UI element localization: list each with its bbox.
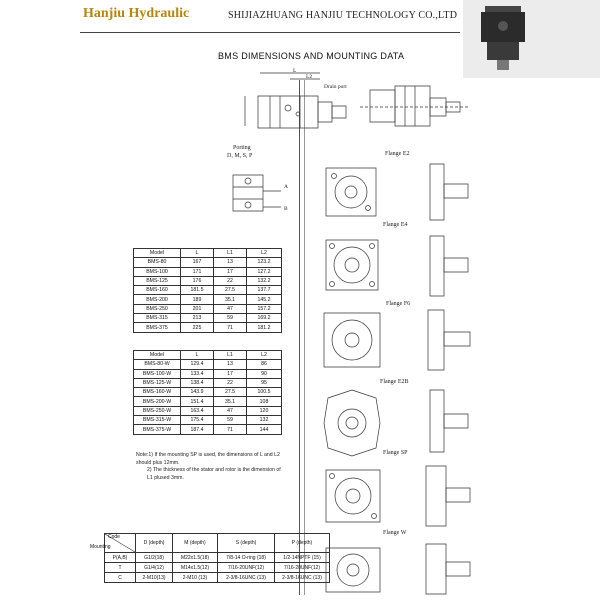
cell-l1: 59 [214, 314, 247, 323]
column-divider-left [299, 80, 300, 595]
cell-l2: 181.2 [247, 323, 282, 332]
cell-model: BMS-315-W [134, 416, 181, 425]
cell-mounting: P(A,B) [105, 553, 136, 563]
table-row [105, 563, 330, 573]
table-row [134, 286, 282, 295]
column-header: L2 [247, 249, 282, 258]
cell-model: BMS-100-W [134, 369, 181, 378]
product-photo [463, 0, 600, 78]
cell-model: BMS-80 [134, 258, 181, 267]
table-header-row [134, 249, 282, 258]
cell-mounting: T [105, 563, 136, 573]
cell-l: 201 [181, 304, 214, 313]
cell-model: BMS-100 [134, 267, 181, 276]
flange-side-views [410, 158, 490, 598]
cell-model: BMS-160-W [134, 388, 181, 397]
cell-l: 176 [181, 276, 214, 285]
cell-l: 133.4 [181, 369, 214, 378]
cell-l1: 47 [214, 406, 247, 415]
table-row [134, 267, 282, 276]
cell-p: 1/2-14NPTF (15) [275, 553, 330, 563]
cell-model: BMS-315 [134, 314, 181, 323]
cell-s: 7/16-20UNF(12) [218, 563, 275, 573]
cell-l2: 86 [247, 360, 282, 369]
flange-label-e2: Flange E2 [385, 151, 410, 157]
table-header-row [105, 534, 330, 553]
table-row [134, 388, 282, 397]
cell-l1: 22 [214, 378, 247, 387]
flange-label-e4: Flange E4 [383, 222, 408, 228]
cell-p: 2-3/8-16UNC (13) [275, 573, 330, 583]
column-header: D (depth) [136, 534, 173, 553]
cell-l: 171 [181, 267, 214, 276]
table-row [134, 258, 282, 267]
cell-l: 181.5 [181, 286, 214, 295]
cell-model: BMS-125 [134, 276, 181, 285]
column-header: L1 [214, 351, 247, 360]
cell-l2: 100.5 [247, 388, 282, 397]
table-row [134, 295, 282, 304]
dimensions-table [133, 248, 282, 333]
cell-s: 7/8-14 O-ring (18) [218, 553, 275, 563]
cell-l1: 17 [214, 267, 247, 276]
corner-code-label: Code [108, 534, 120, 540]
cell-l1: 35.1 [214, 295, 247, 304]
cell-model: BMS-250 [134, 304, 181, 313]
table-row [134, 323, 282, 332]
table-row [134, 416, 282, 425]
porting-title: Porting [233, 145, 251, 151]
cell-l2: 108 [247, 397, 282, 406]
column-header: P (depth) [275, 534, 330, 553]
flange-front-views [318, 158, 398, 598]
column-header: L1 [214, 249, 247, 258]
corner-header [90, 534, 136, 553]
flange-label-sp: Flange SP [383, 450, 408, 456]
cell-l: 143.9 [181, 388, 214, 397]
cell-l1: 27.5 [214, 388, 247, 397]
flange-label-e2b: Flange E2B [380, 379, 409, 385]
section-mark-a: A [284, 184, 288, 190]
cell-l: 163.4 [181, 406, 214, 415]
table-row [134, 397, 282, 406]
column-divider-right [304, 80, 305, 595]
cell-l2: 157.2 [247, 304, 282, 313]
cell-l1: 59 [214, 416, 247, 425]
table-row [105, 553, 330, 563]
cell-m: M14x1.5(12) [173, 563, 218, 573]
cell-l2: 127.2 [247, 267, 282, 276]
table-row [134, 304, 282, 313]
table-row [134, 369, 282, 378]
cell-model: BMS-250-W [134, 406, 181, 415]
cell-m: M22x1.5(18) [173, 553, 218, 563]
cell-l1: 71 [214, 425, 247, 434]
cell-l: 187.4 [181, 425, 214, 434]
cell-l2: 95 [247, 378, 282, 387]
cell-m: 2-M10 (13) [173, 573, 218, 583]
cell-l2: 123.2 [247, 258, 282, 267]
cell-l1: 35.1 [214, 397, 247, 406]
table-row [134, 314, 282, 323]
column-header: Model [134, 249, 181, 258]
drain-port-label: Drain port [324, 84, 347, 90]
table-row [134, 406, 282, 415]
cell-l: 189 [181, 295, 214, 304]
corner-mounting-label: Mounting [90, 544, 111, 550]
porting-codes: D, M, S, P [227, 153, 253, 159]
motor-photo-drawing [463, 0, 600, 78]
cell-l1: 47 [214, 304, 247, 313]
cell-l2: 145.2 [247, 295, 282, 304]
cell-l2: 144 [247, 425, 282, 434]
column-header: L [181, 249, 214, 258]
cell-model: BMS-80-W [134, 360, 181, 369]
notes [136, 452, 286, 482]
cell-model: BMS-200-W [134, 397, 181, 406]
cell-l2: 132 [247, 416, 282, 425]
flange-label-w: Flange W [383, 530, 407, 536]
cell-model: BMS-200 [134, 295, 181, 304]
cell-l2: 169.2 [247, 314, 282, 323]
table-row [134, 425, 282, 434]
cell-l: 175.4 [181, 416, 214, 425]
column-header: L [181, 351, 214, 360]
cell-l2: 120 [247, 406, 282, 415]
motor-front-view-drawing [360, 80, 470, 130]
cell-l2: 132.2 [247, 276, 282, 285]
cell-model: BMS-375-W [134, 425, 181, 434]
note-line: Note:1) If the mounting SP is used, the dimensions of L and L2 should plus 12mm. [136, 452, 280, 466]
flange-label-f6: Flange F6 [386, 301, 411, 307]
dim-label-l2: L2 [306, 74, 313, 80]
cell-l: 167 [181, 258, 214, 267]
cell-l1: 27.5 [214, 286, 247, 295]
table-row [134, 378, 282, 387]
column-header: S (depth) [218, 534, 275, 553]
cell-d: G1/4(12) [136, 563, 173, 573]
cell-l1: 22 [214, 276, 247, 285]
column-header: L2 [247, 351, 282, 360]
cell-l1: 13 [214, 258, 247, 267]
header-rule [80, 32, 460, 33]
cell-model: BMS-160 [134, 286, 181, 295]
dimensions-table-w [133, 350, 282, 435]
cell-l1: 13 [214, 360, 247, 369]
cell-d: 2-M10(13) [136, 573, 173, 583]
cell-l: 213 [181, 314, 214, 323]
table-row [134, 276, 282, 285]
cell-l1: 71 [214, 323, 247, 332]
cell-model: BMS-125-W [134, 378, 181, 387]
table-row [105, 573, 330, 583]
porting-detail-drawing [225, 165, 285, 215]
note-line: 2) The thickness of the stator and rotor is the dimension of L1 plused 3mm. [147, 467, 281, 481]
table-header-row [134, 351, 282, 360]
brand-name: Hanjiu Hydraulic [83, 6, 190, 21]
cell-s: 2-3/8-16UNC (13) [218, 573, 275, 583]
section-mark-b: B [284, 206, 288, 212]
cell-mounting: C [105, 573, 136, 583]
cell-l: 129.4 [181, 360, 214, 369]
porting-code-table [90, 533, 330, 583]
cell-model: BMS-375 [134, 323, 181, 332]
page-title: BMS DIMENSIONS AND MOUNTING DATA [218, 51, 405, 61]
dim-label-l: L [293, 68, 297, 74]
column-header: M (depth) [173, 534, 218, 553]
cell-l: 151.4 [181, 397, 214, 406]
table-row [134, 360, 282, 369]
cell-l: 225 [181, 323, 214, 332]
cell-l2: 90 [247, 369, 282, 378]
cell-l1: 17 [214, 369, 247, 378]
cell-l: 138.4 [181, 378, 214, 387]
company-name: SHIJIAZHUANG HANJIU TECHNOLOGY CO.,LTD [228, 10, 458, 21]
cell-d: G1/2(18) [136, 553, 173, 563]
cell-p: 7/16-20UNF(12) [275, 563, 330, 573]
column-header: Model [134, 351, 181, 360]
cell-l2: 137.7 [247, 286, 282, 295]
